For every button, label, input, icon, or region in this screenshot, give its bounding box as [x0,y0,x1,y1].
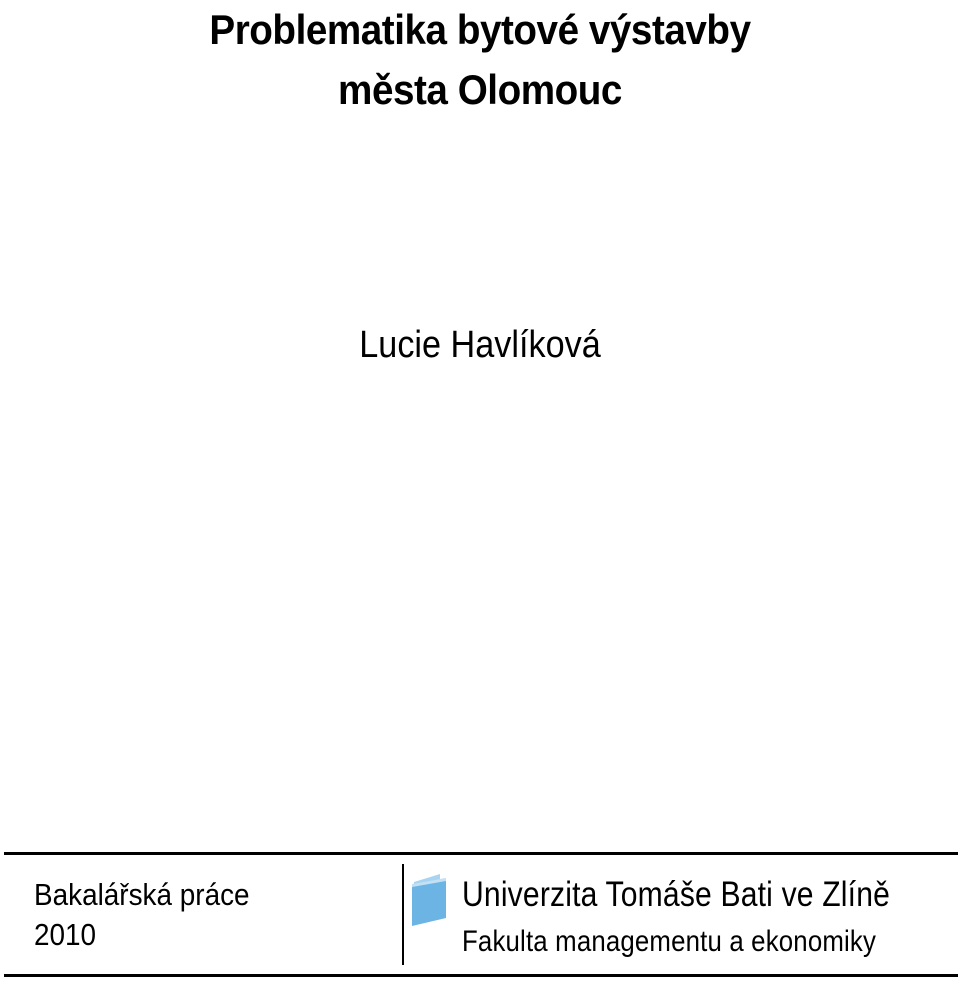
top-divider [4,852,958,855]
thesis-title-line-1: Problematika bytové výstavby [209,6,751,53]
bottom-divider [4,974,958,977]
faculty-name: Fakulta managementu a ekonomiky [462,925,877,958]
university-name: Univerzita Tomáše Bati ve Zlíně [462,875,891,914]
vertical-divider [402,864,404,965]
book-logo-icon [410,870,450,930]
thesis-title-line-2: města Olomouc [338,66,622,113]
thesis-title [38,0,921,120]
thesis-type: Bakalářská práce [34,877,250,912]
thesis-year: 2010 [34,917,97,952]
author-name: Lucie Havlíková [359,324,601,366]
